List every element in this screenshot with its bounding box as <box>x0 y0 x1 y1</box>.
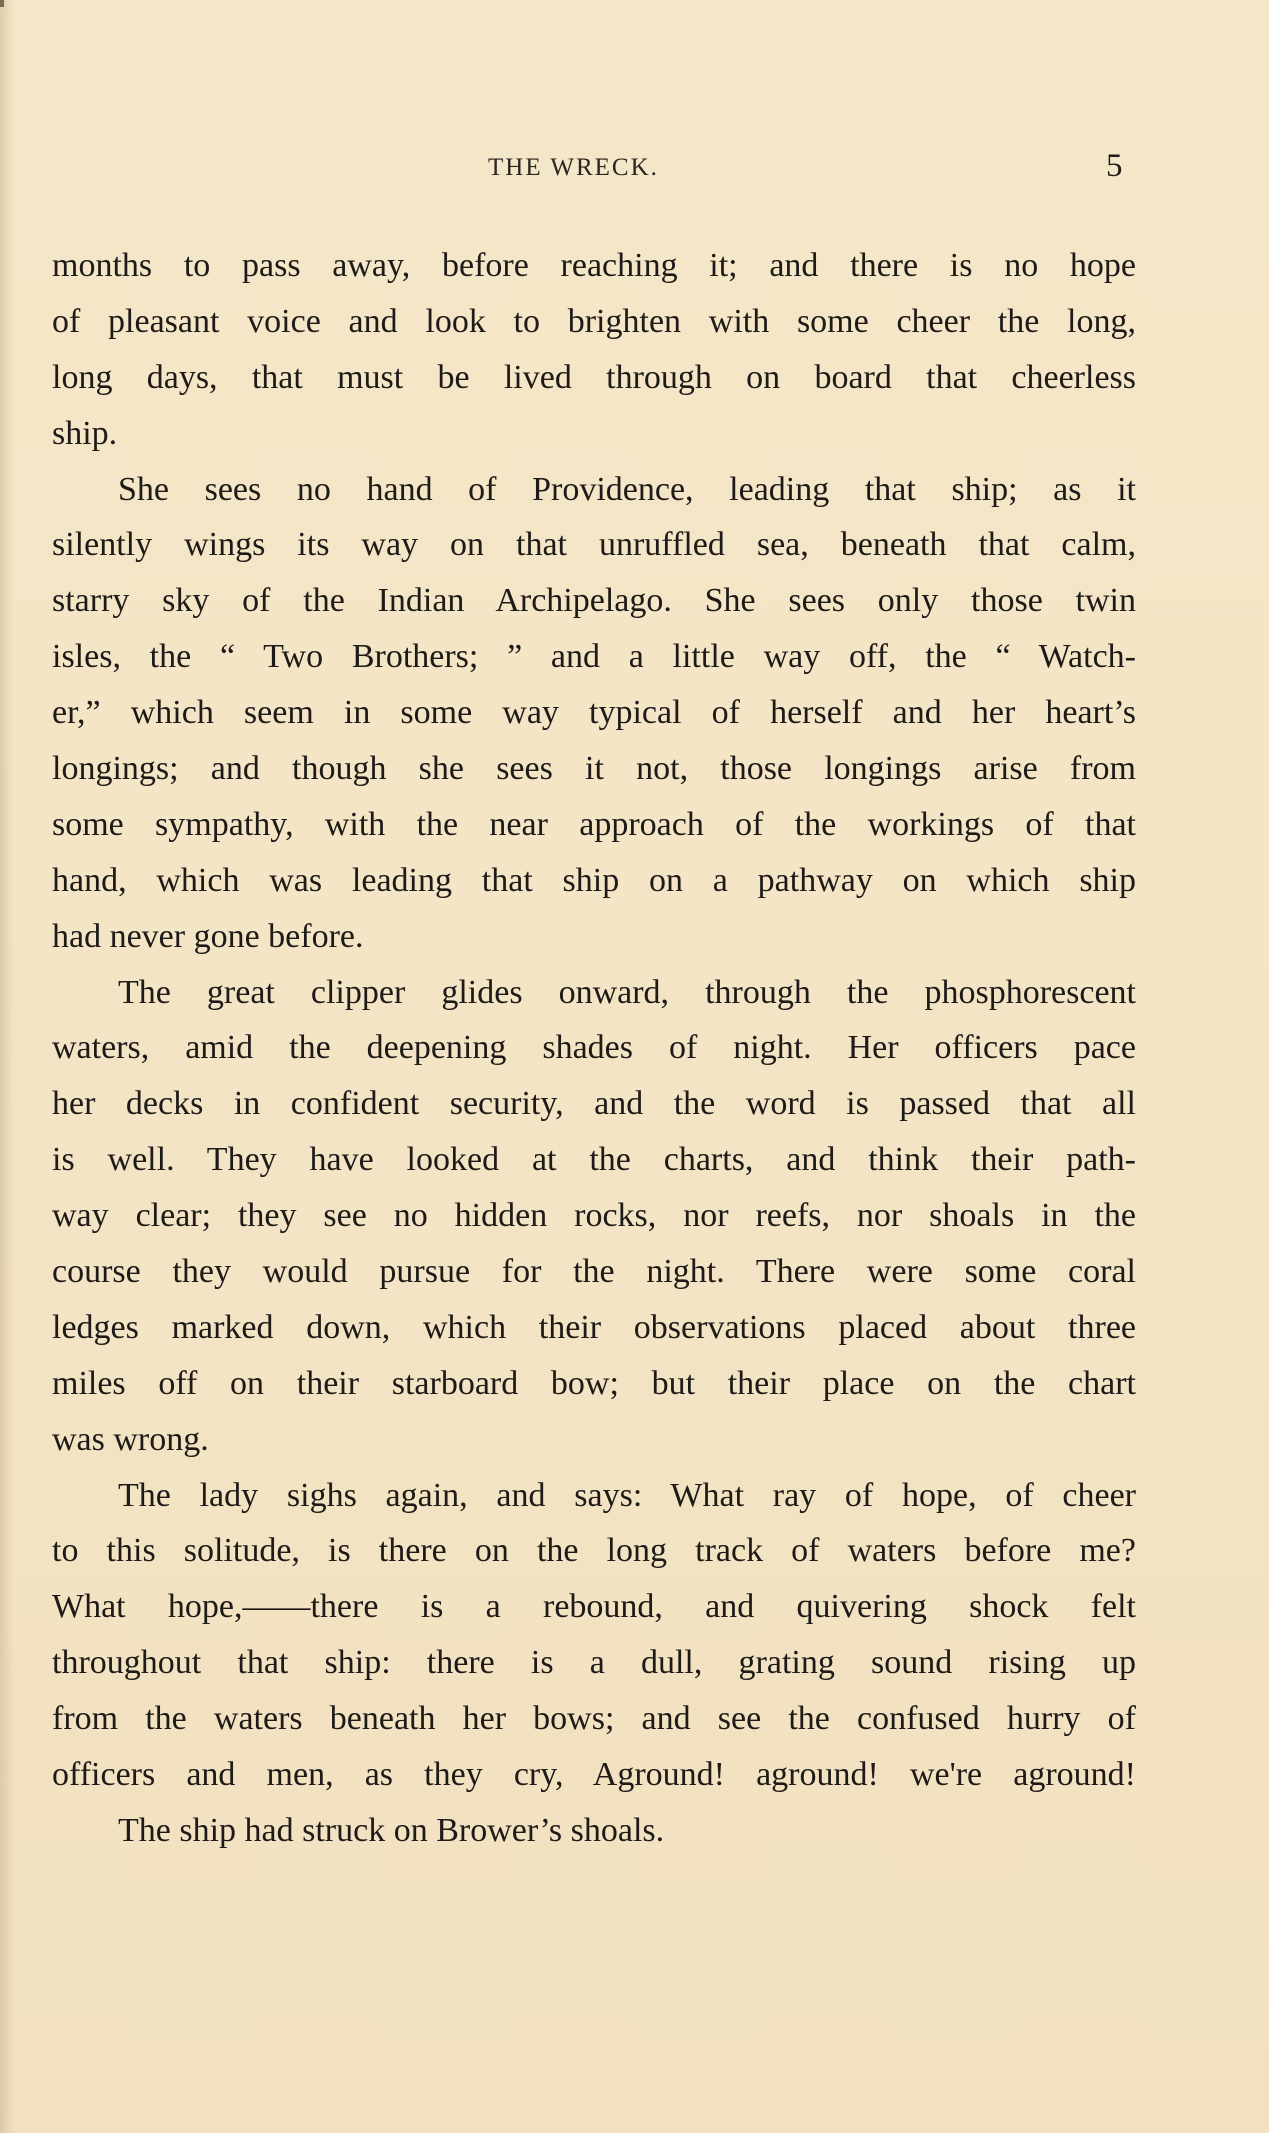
paragraph-first-line: The lady sighs again, and says: What ray of hope, of cheer <box>118 1476 1136 1514</box>
body-text <box>52 238 1136 1859</box>
text-line: starry sky of the Indian Archipelago. She sees only those twin <box>52 582 1136 620</box>
text-line: isles, the “ Two Brothers; ” and a little way off, the “ Watch- <box>52 638 1136 676</box>
text-line: waters, amid the deepening shades of night. Her officers pace <box>52 1029 1136 1067</box>
text-line: ledges marked down, which their observations placed about three <box>52 1308 1136 1346</box>
text-line: officers and men, as they cry, Aground! aground! we're aground! <box>52 1756 1136 1794</box>
paragraph-first-line: She sees no hand of Providence, leading that ship; as it <box>118 470 1136 508</box>
text-line: long days, that must be lived through on board that cheerless <box>52 358 1136 396</box>
text-line: months to pass away, before reaching it; and there is no hope <box>52 247 1136 284</box>
corner-mark <box>0 0 4 7</box>
text-line: er,” which seem in some way typical of herself and her heart’s <box>52 694 1136 732</box>
text-line: from the waters beneath her bows; and see the confused hurry of <box>52 1700 1136 1738</box>
text-line: her decks in confident security, and the word is passed that all <box>52 1085 1136 1123</box>
text-line: longings; and though she sees it not, those longings arise from <box>52 750 1136 788</box>
text-line: miles off on their starboard bow; but their place on the chart <box>52 1364 1136 1402</box>
text-line: course they would pursue for the night. There were some coral <box>52 1253 1136 1291</box>
text-line: silently wings its way on that unruffled sea, beneath that calm, <box>52 526 1136 564</box>
text-line: ship. <box>52 414 118 452</box>
text-line: to this solitude, is there on the long track of waters before me? <box>52 1532 1136 1570</box>
page-number: 5 <box>1106 148 1123 184</box>
binding-shadow <box>0 0 14 2133</box>
paragraph-first-line: The great clipper glides onward, through the phosphorescent <box>118 973 1136 1011</box>
text-line: had never gone before. <box>52 917 364 955</box>
text-line: throughout that ship: there is a dull, grating sound rising up <box>52 1644 1136 1682</box>
text-line: What hope,——there is a rebound, and quivering shock felt <box>52 1588 1136 1626</box>
paragraph-first-line: The ship had struck on Brower’s shoals. <box>118 1811 665 1849</box>
text-line: way clear; they see no hidden rocks, nor reefs, nor shoals in the <box>52 1197 1136 1235</box>
text-line: was wrong. <box>52 1420 209 1458</box>
text-line: some sympathy, with the near approach of the workings of that <box>52 805 1136 843</box>
text-line: hand, which was leading that ship on a pathway on which ship <box>52 861 1136 899</box>
running-title: THE WRECK. <box>488 154 659 181</box>
running-header <box>0 150 1269 190</box>
text-line: is well. They have looked at the charts, and think their path- <box>52 1141 1136 1179</box>
text-line: of pleasant voice and look to brighten with some cheer the long, <box>52 302 1136 340</box>
